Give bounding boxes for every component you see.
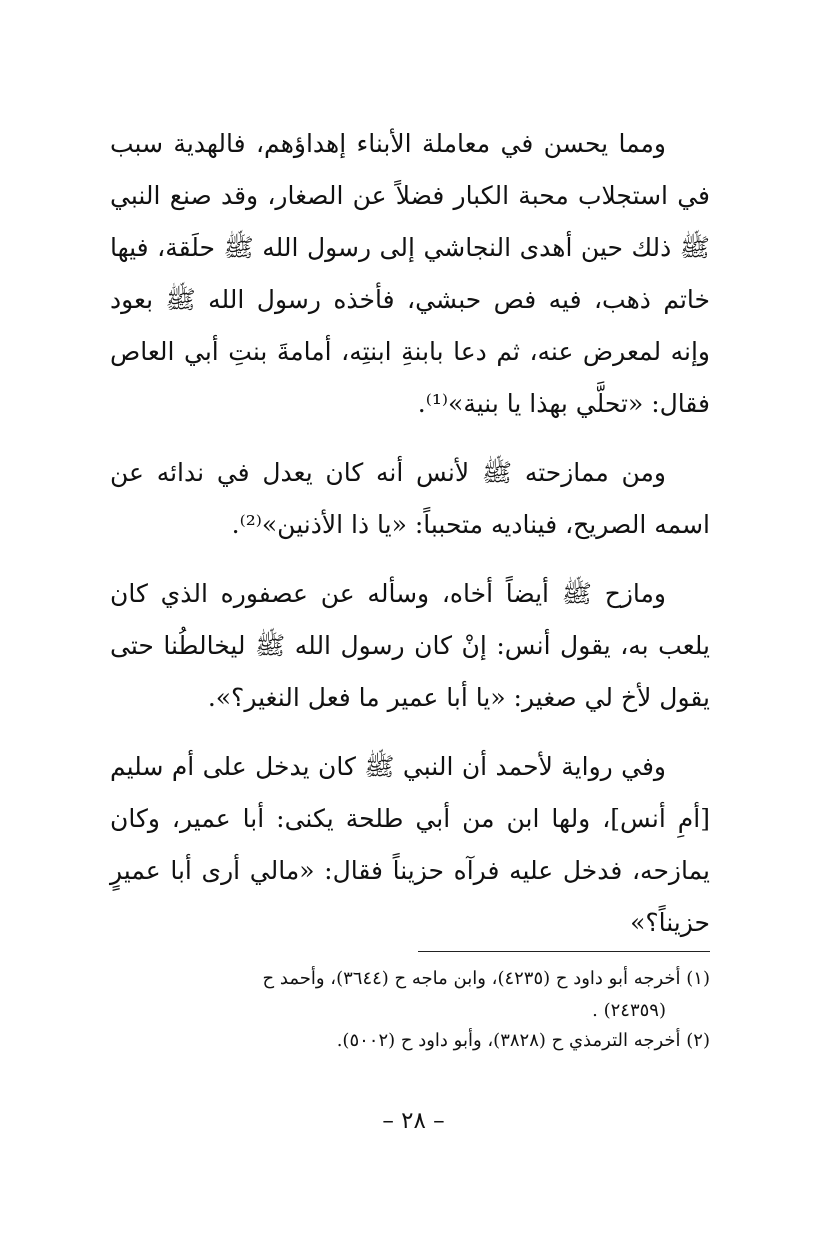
paragraph-anas-nickname: ومن ممازحته ﷺ لأنس أنه كان يعدل في ندائه عن اسمه الصريح، فيناديه متحبباً: «يا ذا الأذنين»⁽²⁾.: [110, 458, 710, 539]
main-text: [110, 118, 710, 966]
footnote-divider: [418, 951, 710, 952]
footnote-2: (٢) أخرجه الترمذي ح (٣٨٢٨)، وأبو داود ح (٥٠٠٢).: [336, 1030, 710, 1051]
page-number: – ٢٨ –: [382, 1108, 445, 1134]
paragraph-ahmad-narration: وفي رواية لأحمد أن النبي ﷺ كان يدخل على أم سليم [أمِ أنس]، ولها ابن من أبي طلحة يكنى: أبا عمير، وكان يمازحه، فدخل عليه فرآه حزيناً فقال: «مالي أرى أبا عميرٍ حزيناً؟»: [110, 752, 710, 937]
footnote-1: (١) أخرجه أبو داود ح (٤٢٣٥)، وابن ماجه ح (٣٦٤٤)، وأحمد ح: [262, 968, 710, 989]
footnote-1-continuation: (٢٤٣٥٩) .: [592, 1000, 666, 1021]
paragraph-gifts: ومما يحسن في معاملة الأبناء إهداؤهم، فالهدية سبب في استجلاب محبة الكبار فضلاً عن الصغار، وقد صنع النبي ﷺ ذلك حين أهدى النجاشي إلى رسول الله ﷺ حلَقة، فيها خاتم ذهب، فيه فص حبشي، فأخذه رسول الله ﷺ بعود وإنه لمعرض عنه، ثم دعا بابنةِ ابنتِه، أمامةَ بنتِ أبي العاص فقال: «تحلَّي بهذا يا بنية»⁽¹⁾.: [110, 129, 710, 418]
footnotes: [112, 964, 710, 1058]
paragraph-abu-umair: ومازح ﷺ أيضاً أخاه، وسأله عن عصفوره الذي كان يلعب به، يقول أنس: إنْ كان رسول الله ﷺ ليخالطُنا حتى يقول لأخ لي صغير: «يا أبا عمير ما فعل النغير؟».: [110, 579, 710, 712]
